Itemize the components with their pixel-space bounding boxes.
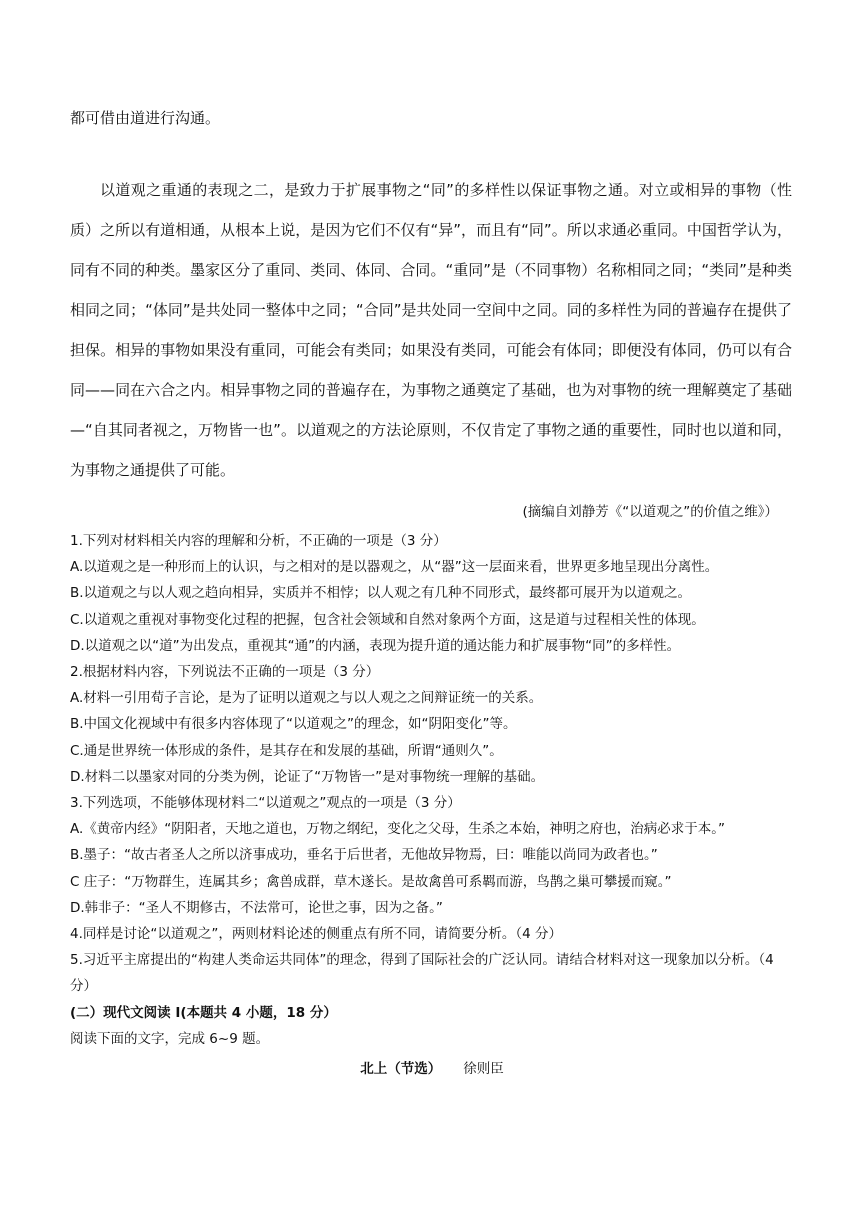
question-4: 4.同样是讨论“以道观之”，两则材料论述的侧重点有所不同，请简要分析。（4 分） [70, 926, 562, 943]
question-1-option-d: D.以道观之以“道”为出发点，重视其“通”的内涵，表现为提升道的通达能力和扩展事物“同”的多样性。 [70, 637, 681, 654]
question-3-option-b: B.墨子：“故古者圣人之所以济事成功，垂名于后世者，无他故异物焉，曰：唯能以尚同为政者也。” [70, 847, 658, 864]
question-3-option-d: D.韩非子：“圣人不期修古，不法常可，论世之事，因为之备。” [70, 899, 443, 916]
passage-paragraph-2: 以道观之重通的表现之二，是致力于扩展事物之“同”的多样性以保证事物之通。对立或相异的事物（性质）之所以有道相通，从根本上说，是因为它们不仅有“异”，而且有“同”。所以求通必重同。中国哲学认为，同有不同的种类。墨家区分了重同、类同、体同、合同。“重同”是（不同事物）名称相同之同；“类同”是种类相同之同；“体同”是共处同一整体中之同；“合同”是共处同一空间中之同。同的多样性为同的普遍存在提供了担保。相异的事物如果没有重同，可能会有类同；如果没有类同，可能会有体同；即便没有体同，仍可以有合同——同在六合之内。相异事物之同的普遍存在，为事物之通奠定了基础，也为对事物的统一理解奠定了基础—“自其同者视之，万物皆一也”。以道观之的方法论原则，不仅肯定了事物之通的重要性，同时也以道和同，为事物之通提供了可能。 [70, 181, 792, 479]
question-1-option-a: A.以道观之是一种形而上的认识，与之相对的是以器观之，从“器”这一层面来看，世界更多地呈现出分离性。 [70, 559, 719, 576]
article-title-line [70, 1056, 794, 1082]
question-2: 2.根据材料内容，下列说法不正确的一项是（3 分） [70, 664, 380, 681]
question-2-option-d: D.材料二以墨家对同的分类为例，论证了“万物皆一”是对事物统一理解的基础。 [70, 768, 545, 785]
question-1: 1.下列对材料相关内容的理解和分析，不正确的一项是（3 分） [70, 533, 447, 549]
question-1-option-b: B.以道观之与以人观之趋向相异，实质并不相悖；以人观之有几种不同形式，最终都可展开为以道观之。 [70, 585, 692, 602]
question-5: 5.习近平主席提出的“构建人类命运共同体”的理念，得到了国际社会的广泛认同。请结合材料对这一现象加以分析。（4 分） [70, 952, 774, 995]
section-instruction: 阅读下面的文字，完成 6~9 题。 [70, 1030, 270, 1047]
question-2-option-c: C.通是世界统一体形成的条件，是其存在和发展的基础，所谓“通则久”。 [70, 742, 503, 759]
question-3-option-c: C 庄子：“万物群生，连属其乡；禽兽成群，草木遂长。是故禽兽可系羁而游，鸟鹊之巢可攀援而窥。” [70, 873, 672, 890]
article-title: 北上（节选） [360, 1061, 442, 1078]
question-list [70, 528, 794, 1082]
question-2-option-a: A.材料一引用荀子言论，是为了证明以道观之与以人观之之间辩证统一的关系。 [70, 690, 543, 707]
article-author: 徐则臣 [463, 1061, 504, 1078]
question-3-option-a: A.《黄帝内经》“阴阳者，天地之道也，万物之纲纪，变化之父母，生杀之本始，神明之府也，治病必求于本。” [70, 821, 726, 838]
passage-paragraph-1: 都可借由道进行沟通。 [70, 109, 221, 127]
source-citation: (摘编自刘静芳《“以道观之”的价值之维》） [522, 504, 778, 520]
section-heading: (二）现代文阅读 I(本题共 4 小题，18 分） [70, 1004, 337, 1021]
question-3: 3.下列选项，不能够体现材料二“以道观之”观点的一项是（3 分） [70, 795, 461, 812]
question-2-option-b: B.中国文化视域中有很多内容体现了“以道观之”的理念，如“阴阳变化”等。 [70, 716, 517, 733]
question-1-option-c: C.以道观之重视对事物变化过程的把握，包含社会领域和自然对象两个方面，这是道与过程相关性的体现。 [70, 611, 705, 628]
